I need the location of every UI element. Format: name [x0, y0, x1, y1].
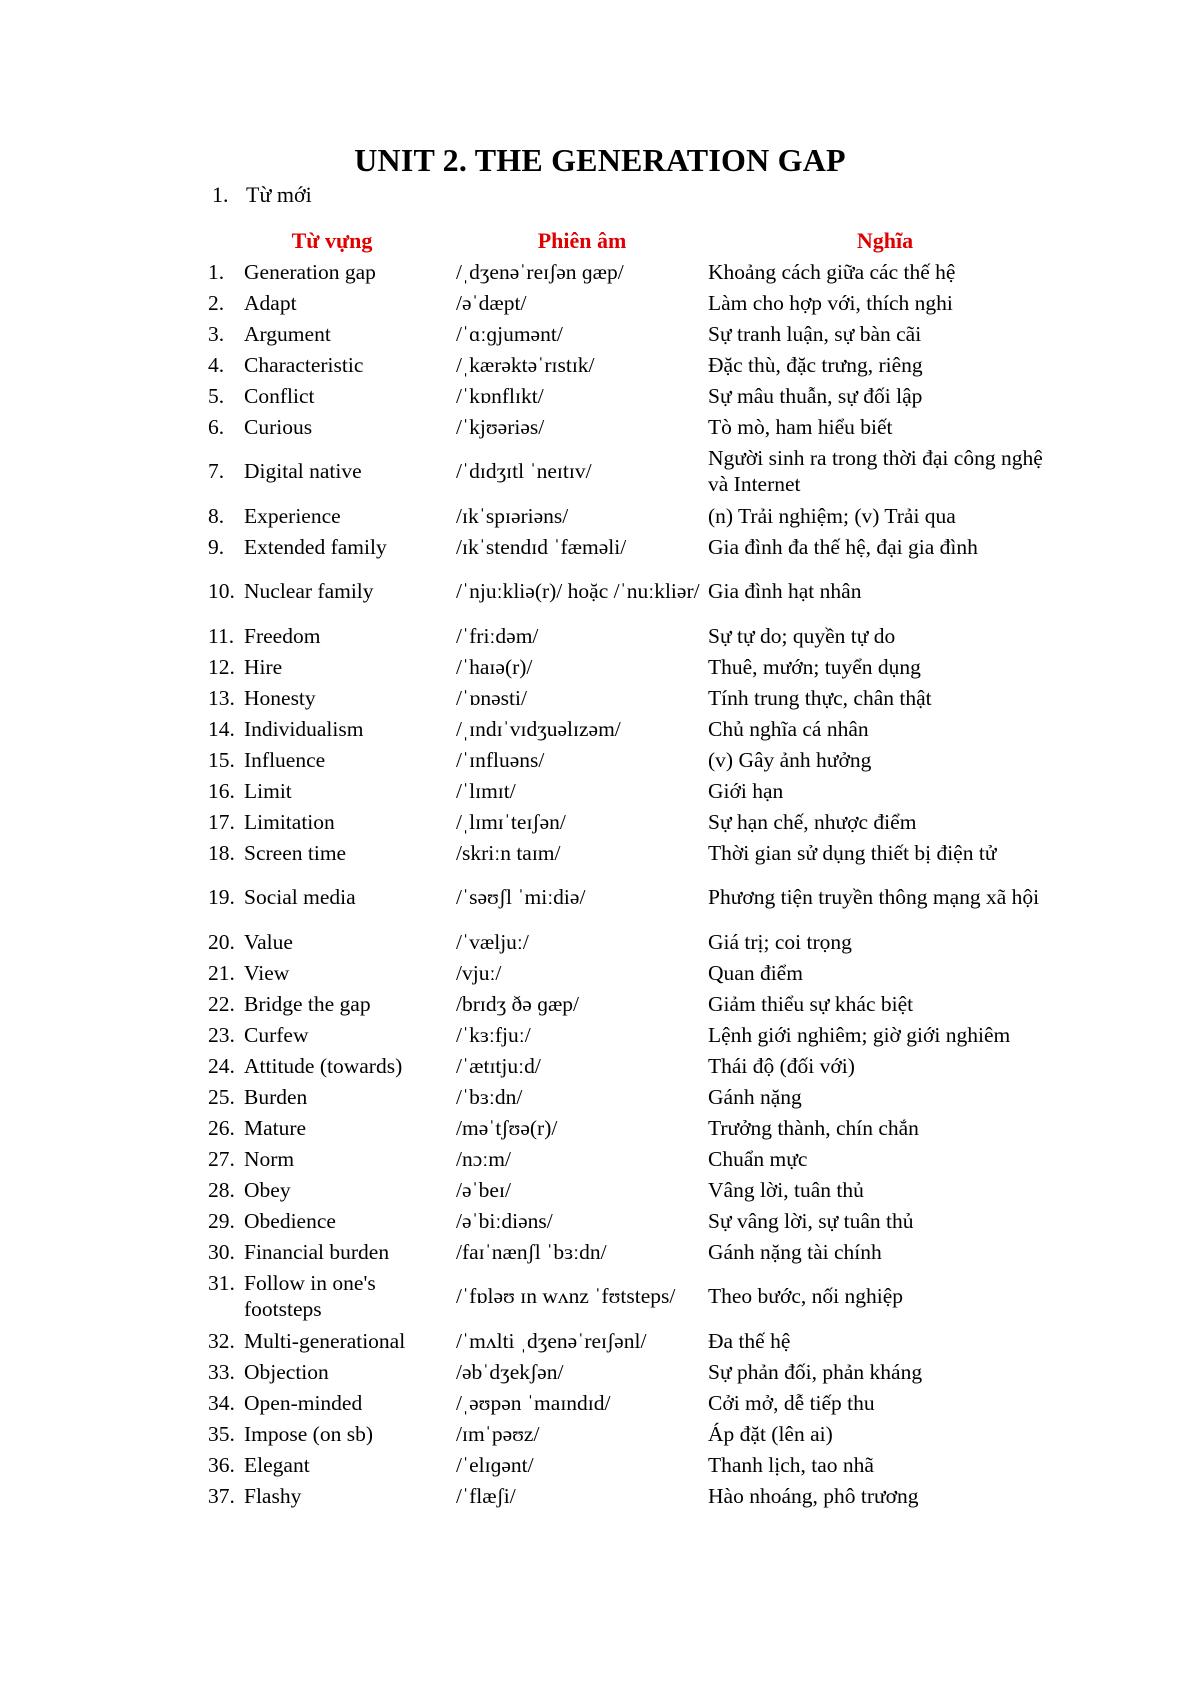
meaning-cell: (n) Trải nghiệm; (v) Trải qua: [708, 503, 956, 528]
table-row: [208, 620, 1062, 651]
vocabulary-word: Characteristic: [244, 352, 364, 377]
vocabulary-word: Influence: [244, 747, 326, 772]
table-row: [208, 318, 1062, 349]
table-row: [208, 1267, 1062, 1325]
row-number: 2.: [208, 290, 225, 315]
table-row: [208, 349, 1062, 380]
table-row: [208, 868, 1062, 926]
meaning-cell: Thanh lịch, tao nhã: [708, 1452, 874, 1477]
row-number: 30.: [208, 1239, 235, 1264]
vocabulary-word: Follow in one's footsteps: [244, 1271, 376, 1321]
meaning-cell: Thời gian sử dụng thiết bị điện tử: [708, 840, 997, 865]
phonetic-cell: /ˈɪnfluəns/: [456, 747, 545, 772]
phonetic-cell: /əˈbeɪ/: [456, 1177, 511, 1202]
meaning-cell: Theo bước, nối nghiệp: [708, 1284, 903, 1308]
vocabulary-word: Limitation: [244, 809, 335, 834]
word-cell: [208, 380, 456, 411]
table-row: [208, 380, 1062, 411]
word-cell: [208, 988, 456, 1019]
vocabulary-word: View: [244, 960, 290, 985]
table-row: [208, 1236, 1062, 1267]
table-row: [208, 744, 1062, 775]
table-row: [208, 1143, 1062, 1174]
meaning-cell: Sự hạn chế, nhược điểm: [708, 809, 917, 834]
meaning-cell: Gánh nặng tài chính: [708, 1239, 882, 1264]
vocabulary-word: Elegant: [244, 1452, 310, 1477]
vocabulary-word: Nuclear family: [244, 579, 374, 603]
vocabulary-word: Financial burden: [244, 1239, 390, 1264]
meaning-cell: Áp đặt (lên ai): [708, 1421, 833, 1446]
phonetic-cell: /ˈvæljuː/: [456, 929, 529, 954]
vocabulary-word: Freedom: [244, 623, 321, 648]
row-number: 9.: [208, 534, 225, 559]
meaning-cell: Chuẩn mực: [708, 1146, 808, 1171]
word-cell: [208, 500, 456, 531]
vocabulary-word: Attitude (towards): [244, 1053, 403, 1078]
word-cell: [208, 1236, 456, 1267]
row-number: 13.: [208, 685, 235, 710]
row-number: 18.: [208, 840, 235, 865]
table-header-row: [208, 226, 1062, 256]
vocabulary-word: Experience: [244, 503, 341, 528]
meaning-cell: Đặc thù, đặc trưng, riêng: [708, 352, 923, 377]
phonetic-cell: /skriːn taɪm/: [456, 840, 561, 865]
word-cell: [208, 837, 456, 868]
table-row: [208, 837, 1062, 868]
table-row: [208, 926, 1062, 957]
meaning-cell: Sự tự do; quyền tự do: [708, 623, 896, 648]
word-cell: [208, 1325, 456, 1356]
row-number: 22.: [208, 991, 235, 1016]
vocabulary-word: Flashy: [244, 1483, 302, 1508]
meaning-cell: Tính trung thực, chân thật: [708, 685, 932, 710]
phonetic-cell: /ˈɒnəsti/: [456, 685, 527, 710]
word-cell: [208, 1143, 456, 1174]
word-cell: [208, 682, 456, 713]
phonetic-cell: /əbˈdʒekʃən/: [456, 1359, 564, 1384]
word-cell: [208, 744, 456, 775]
meaning-cell: Phương tiện truyền thông mạng xã hội: [708, 885, 1040, 909]
table-row: [208, 1174, 1062, 1205]
table-row: [208, 1325, 1062, 1356]
vocabulary-word: Norm: [244, 1146, 295, 1171]
word-cell: [208, 562, 456, 620]
row-number: 10.: [208, 579, 235, 603]
phonetic-cell: /ˈdɪdʒɪtl ˈneɪtɪv/: [456, 459, 592, 483]
vocabulary-word: Social media: [244, 885, 356, 909]
table-row: [208, 988, 1062, 1019]
table-row: [208, 1418, 1062, 1449]
row-number: 23.: [208, 1022, 235, 1047]
table-row: [208, 806, 1062, 837]
meaning-cell: Làm cho hợp với, thích nghi: [708, 290, 953, 315]
meaning-cell: Thuê, mướn; tuyển dụng: [708, 654, 921, 679]
row-number: 7.: [208, 459, 225, 483]
row-number: 5.: [208, 383, 225, 408]
vocabulary-word: Curfew: [244, 1022, 309, 1047]
table-row: [208, 287, 1062, 318]
phonetic-cell: /vjuː/: [456, 960, 502, 985]
row-number: 20.: [208, 929, 235, 954]
word-cell: [208, 1387, 456, 1418]
row-number: 21.: [208, 960, 235, 985]
vocabulary-word: Obedience: [244, 1208, 336, 1233]
phonetic-cell: /ˌəʊpən ˈmaɪndɪd/: [456, 1390, 611, 1415]
meaning-cell: Đa thế hệ: [708, 1328, 791, 1353]
table-row: [208, 682, 1062, 713]
phonetic-cell: /ˈfriːdəm/: [456, 623, 539, 648]
vocabulary-word: Honesty: [244, 685, 316, 710]
row-number: 11.: [208, 623, 235, 648]
table-row: [208, 256, 1062, 287]
vocabulary-word: Open-minded: [244, 1390, 363, 1415]
vocabulary-word: Multi-generational: [244, 1328, 406, 1353]
meaning-cell: Tò mò, ham hiểu biết: [708, 414, 893, 439]
phonetic-cell: /ɪkˈstendɪd ˈfæməli/: [456, 534, 627, 559]
phonetic-cell: /ˌdʒenəˈreɪʃən ɡæp/: [456, 259, 624, 284]
header-word: Từ vựng: [291, 228, 373, 253]
vocabulary-word: Generation gap: [244, 259, 376, 284]
table-row: [208, 775, 1062, 806]
phonetic-cell: /ˌlɪmɪˈteɪʃən/: [456, 809, 566, 834]
phonetic-cell: /ˈfɒləʊ ɪn wʌnz ˈfʊtsteps/: [456, 1284, 676, 1308]
row-number: 29.: [208, 1208, 235, 1233]
row-number: 17.: [208, 809, 235, 834]
meaning-cell: Gánh nặng: [708, 1084, 802, 1109]
row-number: 14.: [208, 716, 235, 741]
row-number: 26.: [208, 1115, 235, 1140]
table-row: [208, 1449, 1062, 1480]
row-number: 1.: [208, 259, 225, 284]
phonetic-cell: /ˌɪndɪˈvɪdʒuəlɪzəm/: [456, 716, 621, 741]
phonetic-cell: /ˈelɪɡənt/: [456, 1452, 534, 1477]
row-number: 36.: [208, 1452, 235, 1477]
table-row: [208, 1356, 1062, 1387]
word-cell: [208, 957, 456, 988]
table-row: [208, 442, 1062, 500]
vocabulary-word: Obey: [244, 1177, 291, 1202]
row-number: 27.: [208, 1146, 235, 1171]
word-cell: [208, 1480, 456, 1511]
word-cell: [208, 713, 456, 744]
word-cell: [208, 868, 456, 926]
word-cell: [208, 651, 456, 682]
row-number: 16.: [208, 778, 235, 803]
phonetic-cell: /ˈkjʊəriəs/: [456, 414, 545, 439]
section-number: 1.: [212, 182, 229, 207]
phonetic-cell: /ɪkˈspɪəriəns/: [456, 503, 569, 528]
phonetic-cell: /ˈhaɪə(r)/: [456, 654, 533, 679]
word-cell: [208, 411, 456, 442]
row-number: 35.: [208, 1421, 235, 1446]
table-row: [208, 411, 1062, 442]
row-number: 24.: [208, 1053, 235, 1078]
vocabulary-word: Digital native: [244, 459, 362, 483]
word-cell: [208, 349, 456, 380]
phonetic-cell: /ˈsəʊʃl ˈmiːdiə/: [456, 885, 586, 909]
word-cell: [208, 287, 456, 318]
vocabulary-word: Adapt: [244, 290, 297, 315]
word-cell: [208, 1019, 456, 1050]
word-cell: [208, 620, 456, 651]
meaning-cell: Gia đình hạt nhân: [708, 579, 862, 603]
row-number: 33.: [208, 1359, 235, 1384]
meaning-cell: Giới hạn: [708, 778, 784, 803]
section-label: Từ mới: [246, 182, 312, 207]
table-row: [208, 1112, 1062, 1143]
vocabulary-word: Objection: [244, 1359, 329, 1384]
phonetic-cell: /ˈnjuːkliə(r)/ hoặc /ˈnuːkliər/: [456, 579, 700, 603]
page-title: UNIT 2. THE GENERATION GAP: [354, 142, 846, 178]
row-number: 31.: [208, 1271, 235, 1295]
phonetic-cell: /ˈætɪtjuːd/: [456, 1053, 541, 1078]
row-number: 8.: [208, 503, 225, 528]
meaning-cell: Vâng lời, tuân thủ: [708, 1177, 864, 1202]
vocabulary-word: Mature: [244, 1115, 307, 1140]
row-number: 12.: [208, 654, 235, 679]
row-number: 3.: [208, 321, 225, 346]
vocabulary-word: Curious: [244, 414, 313, 439]
phonetic-cell: /brɪdʒ ðə ɡæp/: [456, 991, 580, 1016]
phonetic-cell: /ˈlɪmɪt/: [456, 778, 516, 803]
vocabulary-word: Conflict: [244, 383, 315, 408]
table-row: [208, 1019, 1062, 1050]
phonetic-cell: /faɪˈnænʃl ˈbɜːdn/: [456, 1239, 607, 1264]
table-row: [208, 1205, 1062, 1236]
row-number: 19.: [208, 885, 235, 909]
header-phonetic: Phiên âm: [537, 228, 627, 253]
word-cell: [208, 1174, 456, 1205]
vocabulary-body: [208, 256, 1062, 1511]
vocabulary-word: Extended family: [244, 534, 387, 559]
phonetic-cell: /nɔːm/: [456, 1146, 511, 1171]
header-meaning: Nghĩa: [856, 228, 914, 253]
word-cell: [208, 256, 456, 287]
phonetic-cell: /ˈbɜːdn/: [456, 1084, 523, 1109]
meaning-cell: Giảm thiểu sự khác biệt: [708, 991, 914, 1016]
row-number: 32.: [208, 1328, 235, 1353]
table-row: [208, 531, 1062, 562]
table-row: [208, 957, 1062, 988]
word-cell: [208, 1418, 456, 1449]
table-row: [208, 1050, 1062, 1081]
word-cell: [208, 1081, 456, 1112]
row-number: 28.: [208, 1177, 235, 1202]
vocabulary-word: Argument: [244, 321, 331, 346]
vocabulary-word: Impose (on sb): [244, 1421, 373, 1446]
row-number: 25.: [208, 1084, 235, 1109]
word-cell: [208, 531, 456, 562]
row-number: 6.: [208, 414, 225, 439]
meaning-cell: Giá trị; coi trọng: [708, 929, 852, 954]
meaning-cell: Sự mâu thuẫn, sự đối lập: [708, 383, 923, 408]
phonetic-cell: /ˈflæʃi/: [456, 1483, 516, 1508]
meaning-cell: Gia đình đa thế hệ, đại gia đình: [708, 534, 978, 559]
vocabulary-word: Burden: [244, 1084, 308, 1109]
meaning-cell: Sự vâng lời, sự tuân thủ: [708, 1208, 914, 1233]
word-cell: [208, 318, 456, 349]
word-cell: [208, 1267, 456, 1325]
vocabulary-word: Bridge the gap: [244, 991, 371, 1016]
phonetic-cell: /ˌkærəktəˈrɪstɪk/: [456, 352, 595, 377]
vocabulary-word: Limit: [244, 778, 292, 803]
meaning-cell: Hào nhoáng, phô trương: [708, 1483, 919, 1508]
table-row: [208, 500, 1062, 531]
word-cell: [208, 1112, 456, 1143]
word-cell: [208, 775, 456, 806]
table-row: [208, 1387, 1062, 1418]
table-row: [208, 713, 1062, 744]
row-number: 34.: [208, 1390, 235, 1415]
phonetic-cell: /ˈkɜːfjuː/: [456, 1022, 531, 1047]
phonetic-cell: /əˈdæpt/: [456, 290, 527, 315]
table-row: [208, 651, 1062, 682]
table-row: [208, 562, 1062, 620]
vocabulary-table: [208, 226, 1062, 1511]
phonetic-cell: /ˈmʌlti ˌdʒenəˈreɪʃənl/: [456, 1328, 647, 1353]
meaning-cell: Khoảng cách giữa các thế hệ: [708, 259, 956, 284]
word-cell: [208, 1205, 456, 1236]
meaning-cell: Cởi mở, dễ tiếp thu: [708, 1390, 875, 1415]
phonetic-cell: /ˈɑːɡjumənt/: [456, 321, 563, 346]
word-cell: [208, 1449, 456, 1480]
vocabulary-word: Individualism: [244, 716, 364, 741]
word-cell: [208, 442, 456, 500]
meaning-cell: Người sinh ra trong thời đại công nghệ và Internet: [708, 446, 1043, 496]
phonetic-cell: /məˈtʃʊə(r)/: [456, 1115, 558, 1140]
phonetic-cell: /ɪmˈpəʊz/: [456, 1421, 540, 1446]
word-cell: [208, 1050, 456, 1081]
word-cell: [208, 1356, 456, 1387]
row-number: 15.: [208, 747, 235, 772]
meaning-cell: Quan điểm: [708, 960, 803, 985]
meaning-cell: (v) Gây ảnh hưởng: [708, 747, 872, 772]
phonetic-cell: /ˈkɒnflɪkt/: [456, 383, 544, 408]
table-row: [208, 1480, 1062, 1511]
meaning-cell: Chủ nghĩa cá nhân: [708, 716, 869, 741]
vocabulary-word: Hire: [244, 654, 283, 679]
meaning-cell: Thái độ (đối với): [708, 1053, 855, 1078]
meaning-cell: Sự tranh luận, sự bàn cãi: [708, 321, 922, 346]
meaning-cell: Sự phản đối, phản kháng: [708, 1359, 923, 1384]
word-cell: [208, 806, 456, 837]
phonetic-cell: /əˈbiːdiəns/: [456, 1208, 553, 1233]
vocabulary-word: Screen time: [244, 840, 347, 865]
meaning-cell: Trưởng thành, chín chắn: [708, 1115, 919, 1140]
word-cell: [208, 926, 456, 957]
table-row: [208, 1081, 1062, 1112]
meaning-cell: Lệnh giới nghiêm; giờ giới nghiêm: [708, 1022, 1011, 1047]
section-heading: [212, 182, 312, 208]
row-number: 4.: [208, 352, 225, 377]
row-number: 37.: [208, 1483, 235, 1508]
vocabulary-word: Value: [244, 929, 293, 954]
